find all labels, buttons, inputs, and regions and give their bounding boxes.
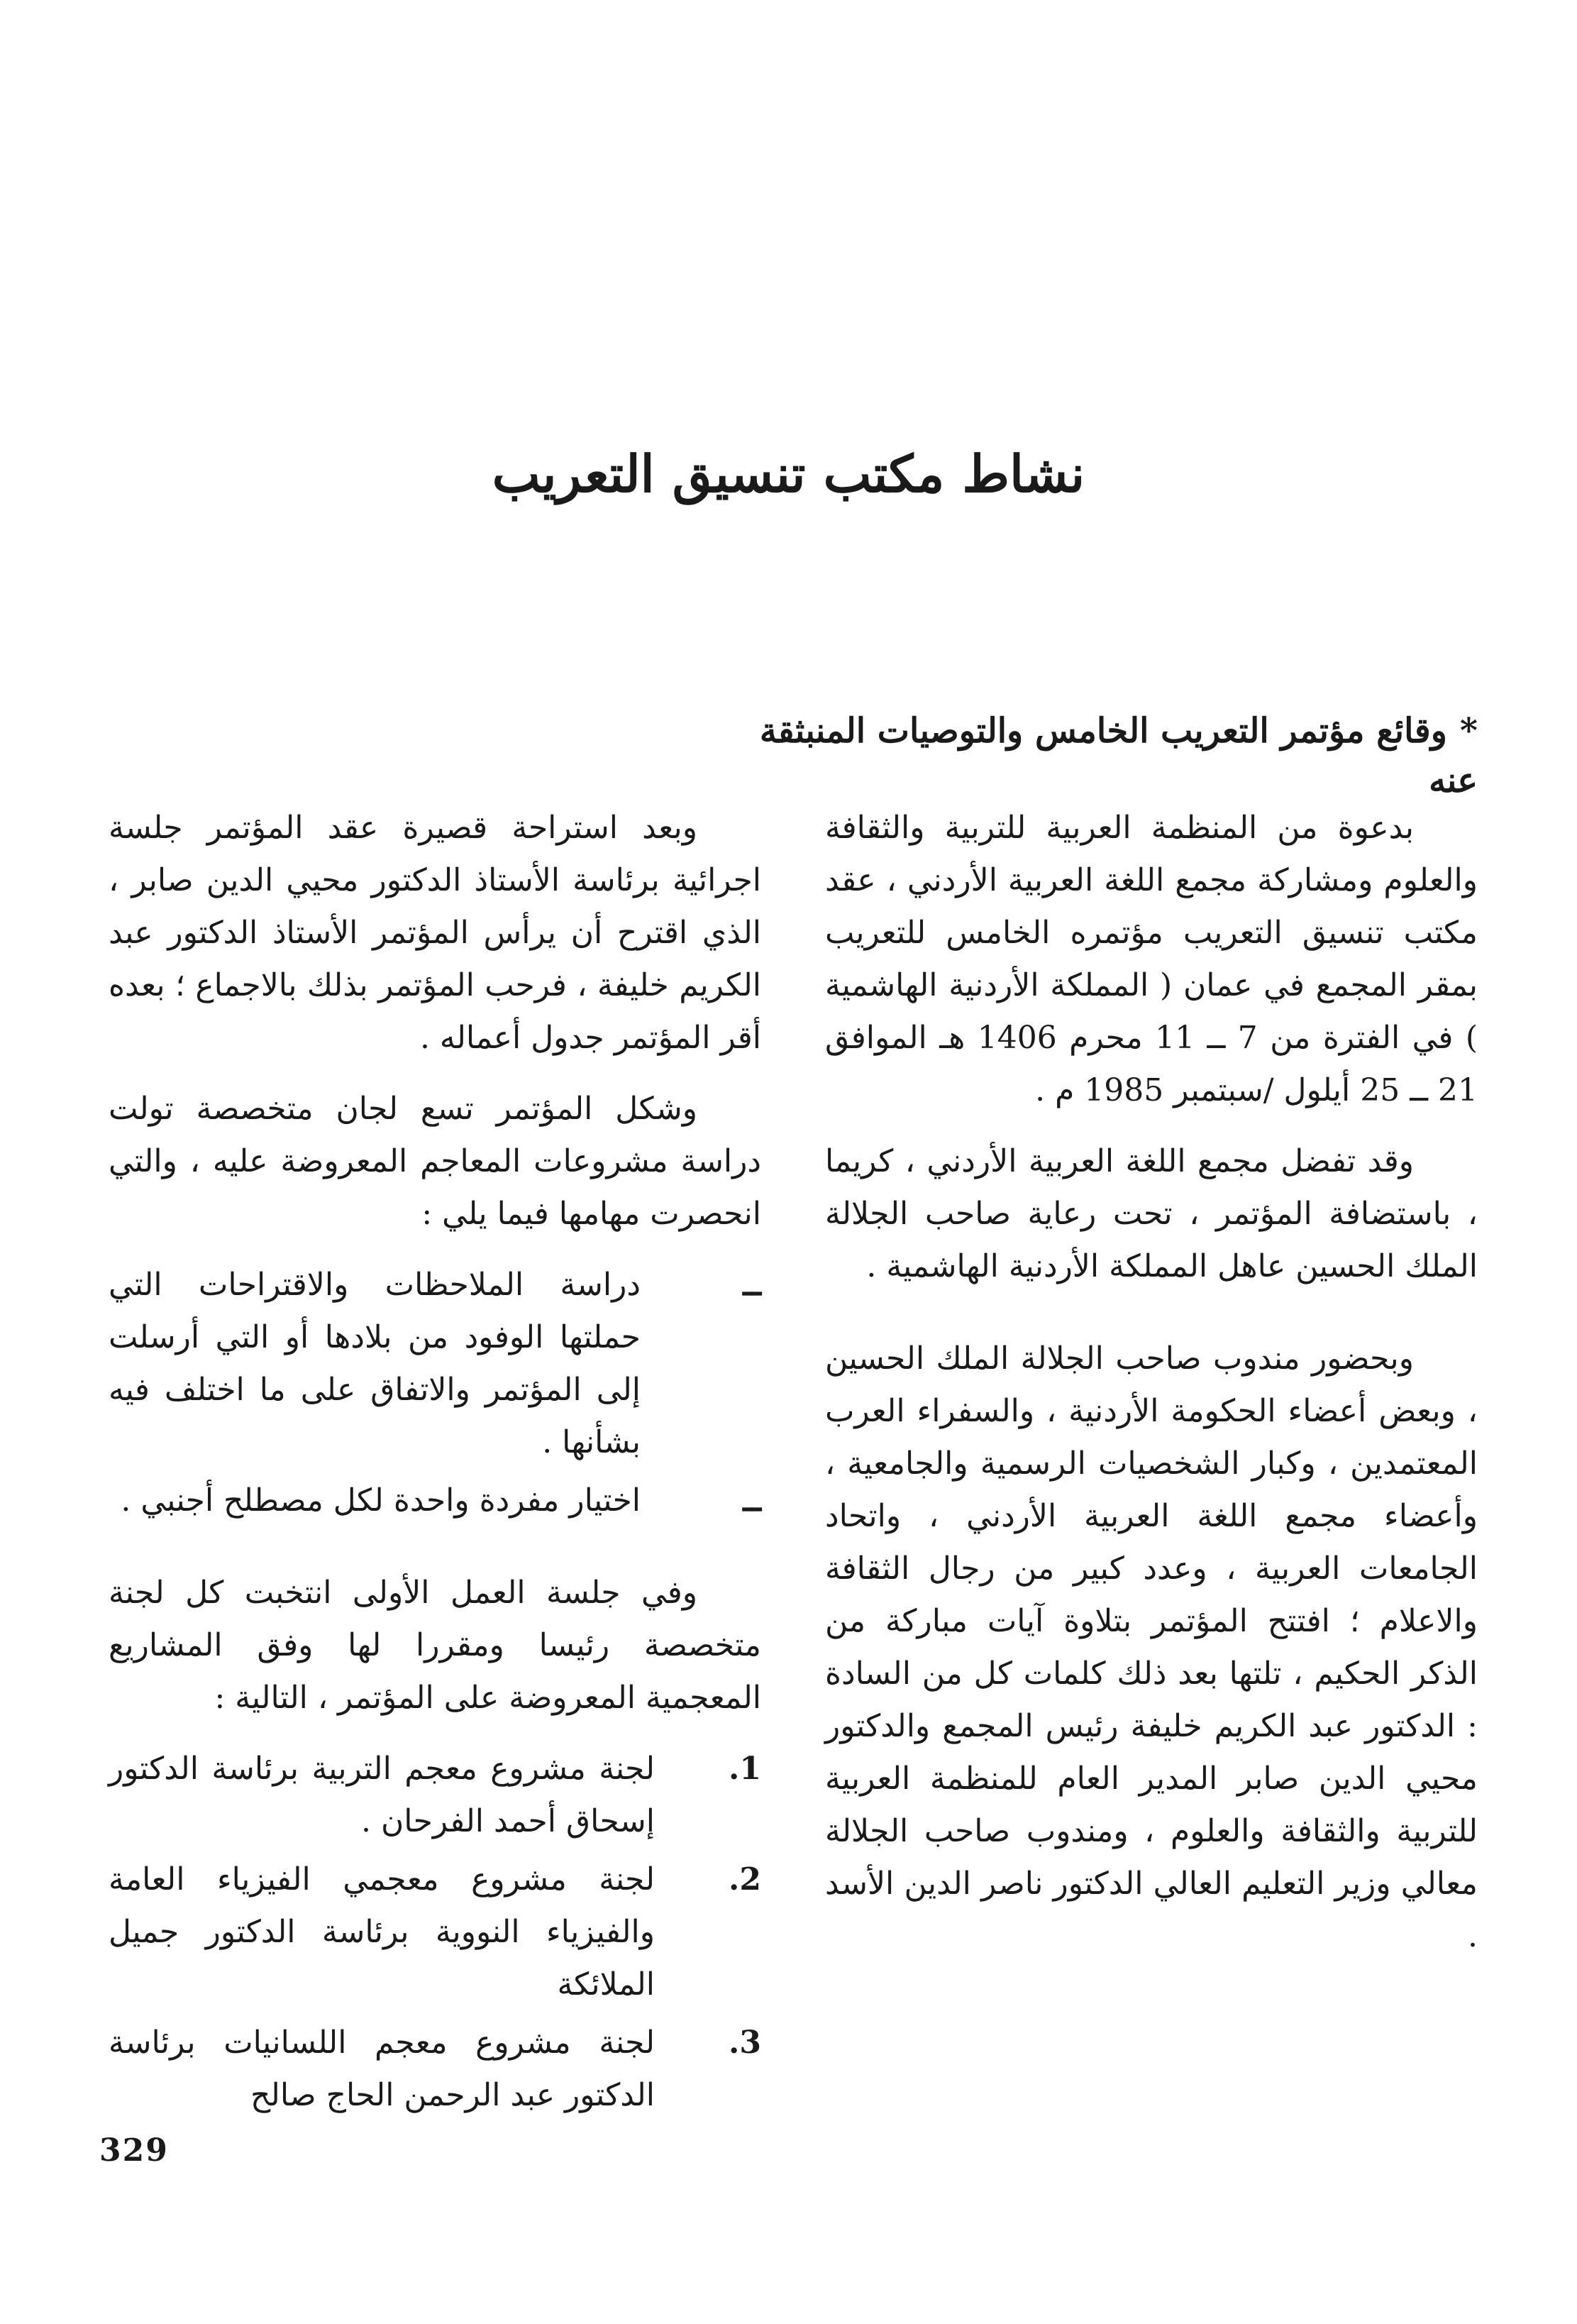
list-item-text: اختيار مفردة واحدة لكل مصطلح أجنبي .	[121, 1482, 641, 1519]
section-heading-text: وقائع مؤتمر التعريب الخامس والتوصيات المنبثقة عنه	[759, 711, 1478, 800]
page-number: 329	[99, 2132, 169, 2169]
list-item	[109, 1743, 761, 1848]
page-title: نشاط مكتب تنسيق التعريب	[492, 444, 1085, 504]
list-item-text: دراسة الملاحظات والاقتراحات التي حملتها الوفود من بلادها أو التي أرسلت إلى المؤتمر والاتفاق على ما اختلف فيه بشأنها .	[109, 1267, 641, 1460]
list-item-text: لجنة مشروع معجمي الفيزياء العامة والفيزياء النووية برئاسة الدكتور جميل الملائكة	[109, 1861, 655, 2003]
section-heading	[754, 706, 1478, 805]
list-number: 1.	[729, 1751, 761, 1787]
list-item	[109, 1854, 761, 2011]
paragraph: وبحضور مندوب صاحب الجلالة الملك الحسين ، وبعض أعضاء الحكومة الأردنية ، والسفراء العرب المعتمدين ، وكبار الشخصيات الرسمية والجامعية ، وأعضاء مجمع اللغة العربية الأردني ، واتحاد الجامعات العربية ، وعدد كبير من رجال الثقافة والاعلام ؛ افتتح المؤتمر بتلاوة آيات مباركة من الذكر الحكيم ، تلتها بعد ذلك كلمات كل من السادة : الدكتور عبد الكريم خليفة رئيس المجمع والدكتور محيي الدين صابر المدير العام للمنظمة العربية للتربية والثقافة والعلوم ، ومندوب صاحب الجلالة معالي وزير التعليم العالي الدكتور ناصر الدين الأسد .	[825, 1340, 1478, 1954]
paragraph: وفي جلسة العمل الأولى انتخبت كل لجنة متخصصة رئيسا ومقررا لها وفق المشاريع المعجمية المعروضة على المؤتمر ، التالية :	[109, 1575, 761, 1716]
list-item-text: لجنة مشروع معجم اللسانيات برئاسة الدكتور عبد الرحمن الحاج صالح	[109, 2025, 655, 2113]
list-item-text: لجنة مشروع معجم التربية برئاسة الدكتور إسحاق أحمد الفرحان .	[109, 1751, 655, 1839]
list-number: 3.	[729, 2025, 761, 2061]
list-item	[109, 2017, 761, 2122]
star-marker: *	[1459, 711, 1478, 751]
paragraph: بدعوة من المنظمة العربية للتربية والثقافة والعلوم ومشاركة مجمع اللغة العربية الأردني ، عقد مكتب تنسيق التعريب مؤتمره الخامس للتعريب بمقر المجمع في عمان ( المملكة الأردنية الهاشمية ) في الفترة من 7 ــ 11 محرم 1406 هـ الموافق 21 ــ 25 أيلول /سبتمبر 1985 م .	[825, 810, 1478, 1108]
dash-marker: ــ	[743, 1267, 761, 1303]
list-item	[109, 1475, 761, 1527]
paragraph: وقد تفضل مجمع اللغة العربية الأردني ، كريما ، باستضافة المؤتمر ، تحت رعاية صاحب الجلالة الملك الحسين عاهل المملكة الأردنية الهاشمية .	[825, 1143, 1478, 1284]
paragraph: وشكل المؤتمر تسع لجان متخصصة تولت دراسة مشروعات المعاجم المعروضة عليه ، والتي انحصرت مهامها فيما يلي :	[109, 1091, 761, 1232]
list-number: 2.	[729, 1861, 761, 1898]
left-column	[109, 802, 761, 2127]
tasks-list	[109, 1259, 761, 1527]
committees-list	[109, 1743, 761, 2122]
dash-marker: ــ	[743, 1482, 761, 1519]
list-item	[109, 1259, 761, 1469]
paragraph: وبعد استراحة قصيرة عقد المؤتمر جلسة اجرائية برئاسة الأستاذ الدكتور محيي الدين صابر ، الذي اقترح أن يرأس المؤتمر الأستاذ الدكتور عبد الكريم خليفة ، فرحب المؤتمر بذلك بالاجماع ؛ بعده أقر المؤتمر جدول أعماله .	[109, 810, 761, 1056]
right-column	[825, 802, 1478, 1981]
